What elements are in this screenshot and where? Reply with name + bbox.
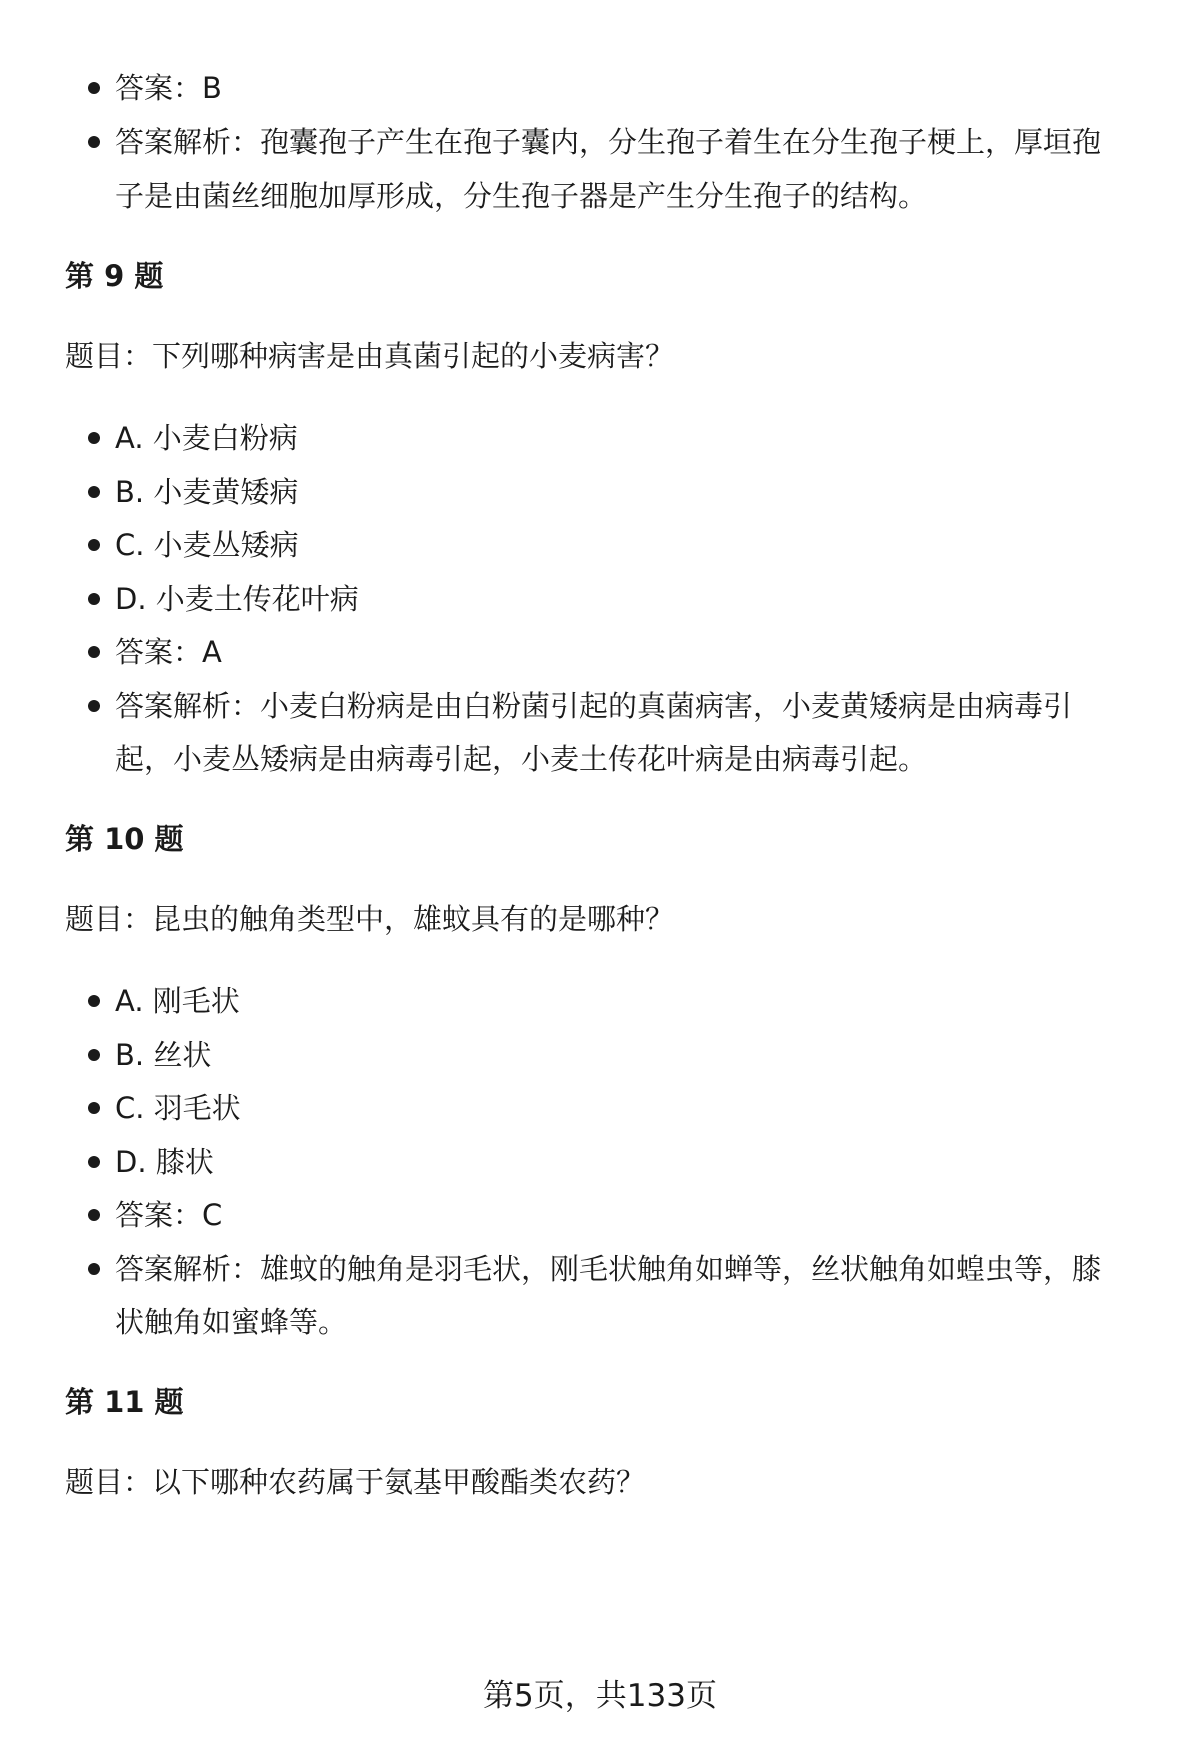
question-9-option-b: B. 小麦黄矮病 [115, 475, 299, 509]
bullet [88, 700, 100, 712]
bullet [88, 1049, 100, 1061]
question-10-option-d: D. 膝状 [115, 1145, 214, 1179]
bullet [88, 1102, 100, 1114]
question-10-heading: 第 10 题 [65, 822, 184, 856]
bullet [88, 1263, 100, 1275]
bullet [88, 82, 100, 94]
question-9-heading: 第 9 题 [65, 259, 164, 293]
prev-explanation-line2: 子是由菌丝细胞加厚形成，分生孢子器是产生分生孢子的结构。 [115, 179, 928, 213]
question-10-text: 题目：昆虫的触角类型中，雄蚊具有的是哪种？ [65, 902, 675, 936]
question-10-option-b: B. 丝状 [115, 1038, 212, 1072]
bullet [88, 432, 100, 444]
prev-explanation-line1: 答案解析：孢囊孢子产生在孢子囊内，分生孢子着生在分生孢子梗上，厚垣孢 [115, 125, 1102, 159]
bullet [88, 593, 100, 605]
question-9-explanation-line2: 起，小麦丛矮病是由病毒引起，小麦土传花叶病是由病毒引起。 [115, 742, 928, 776]
bullet [88, 995, 100, 1007]
question-10-explanation-line2: 状触角如蜜蜂等。 [115, 1305, 348, 1339]
question-9-text: 题目：下列哪种病害是由真菌引起的小麦病害？ [65, 339, 675, 373]
bullet [88, 539, 100, 551]
question-9-option-c: C. 小麦丛矮病 [115, 528, 299, 562]
bullet [88, 486, 100, 498]
question-9-explanation-line1: 答案解析：小麦白粉病是由白粉菌引起的真菌病害，小麦黄矮病是由病毒引 [115, 689, 1073, 723]
question-11-heading: 第 11 题 [65, 1385, 184, 1419]
page-footer: 第5页，共133页 [483, 1678, 717, 1714]
question-9-option-d: D. 小麦土传花叶病 [115, 582, 359, 616]
question-10-option-c: C. 羽毛状 [115, 1091, 241, 1125]
bullet [88, 1209, 100, 1221]
question-10-option-a: A. 刚毛状 [115, 984, 240, 1018]
prev-answer: 答案：B [115, 71, 222, 105]
question-9-option-a: A. 小麦白粉病 [115, 421, 298, 455]
question-10-explanation-line1: 答案解析：雄蚊的触角是羽毛状，刚毛状触角如蝉等，丝状触角如蝗虫等，膝 [115, 1252, 1102, 1286]
bullet [88, 1156, 100, 1168]
question-10-answer: 答案：C [115, 1198, 223, 1232]
bullet [88, 646, 100, 658]
question-9-answer: 答案：A [115, 635, 222, 669]
question-11-text: 题目：以下哪种农药属于氨基甲酸酯类农药？ [65, 1465, 646, 1499]
bullet [88, 136, 100, 148]
